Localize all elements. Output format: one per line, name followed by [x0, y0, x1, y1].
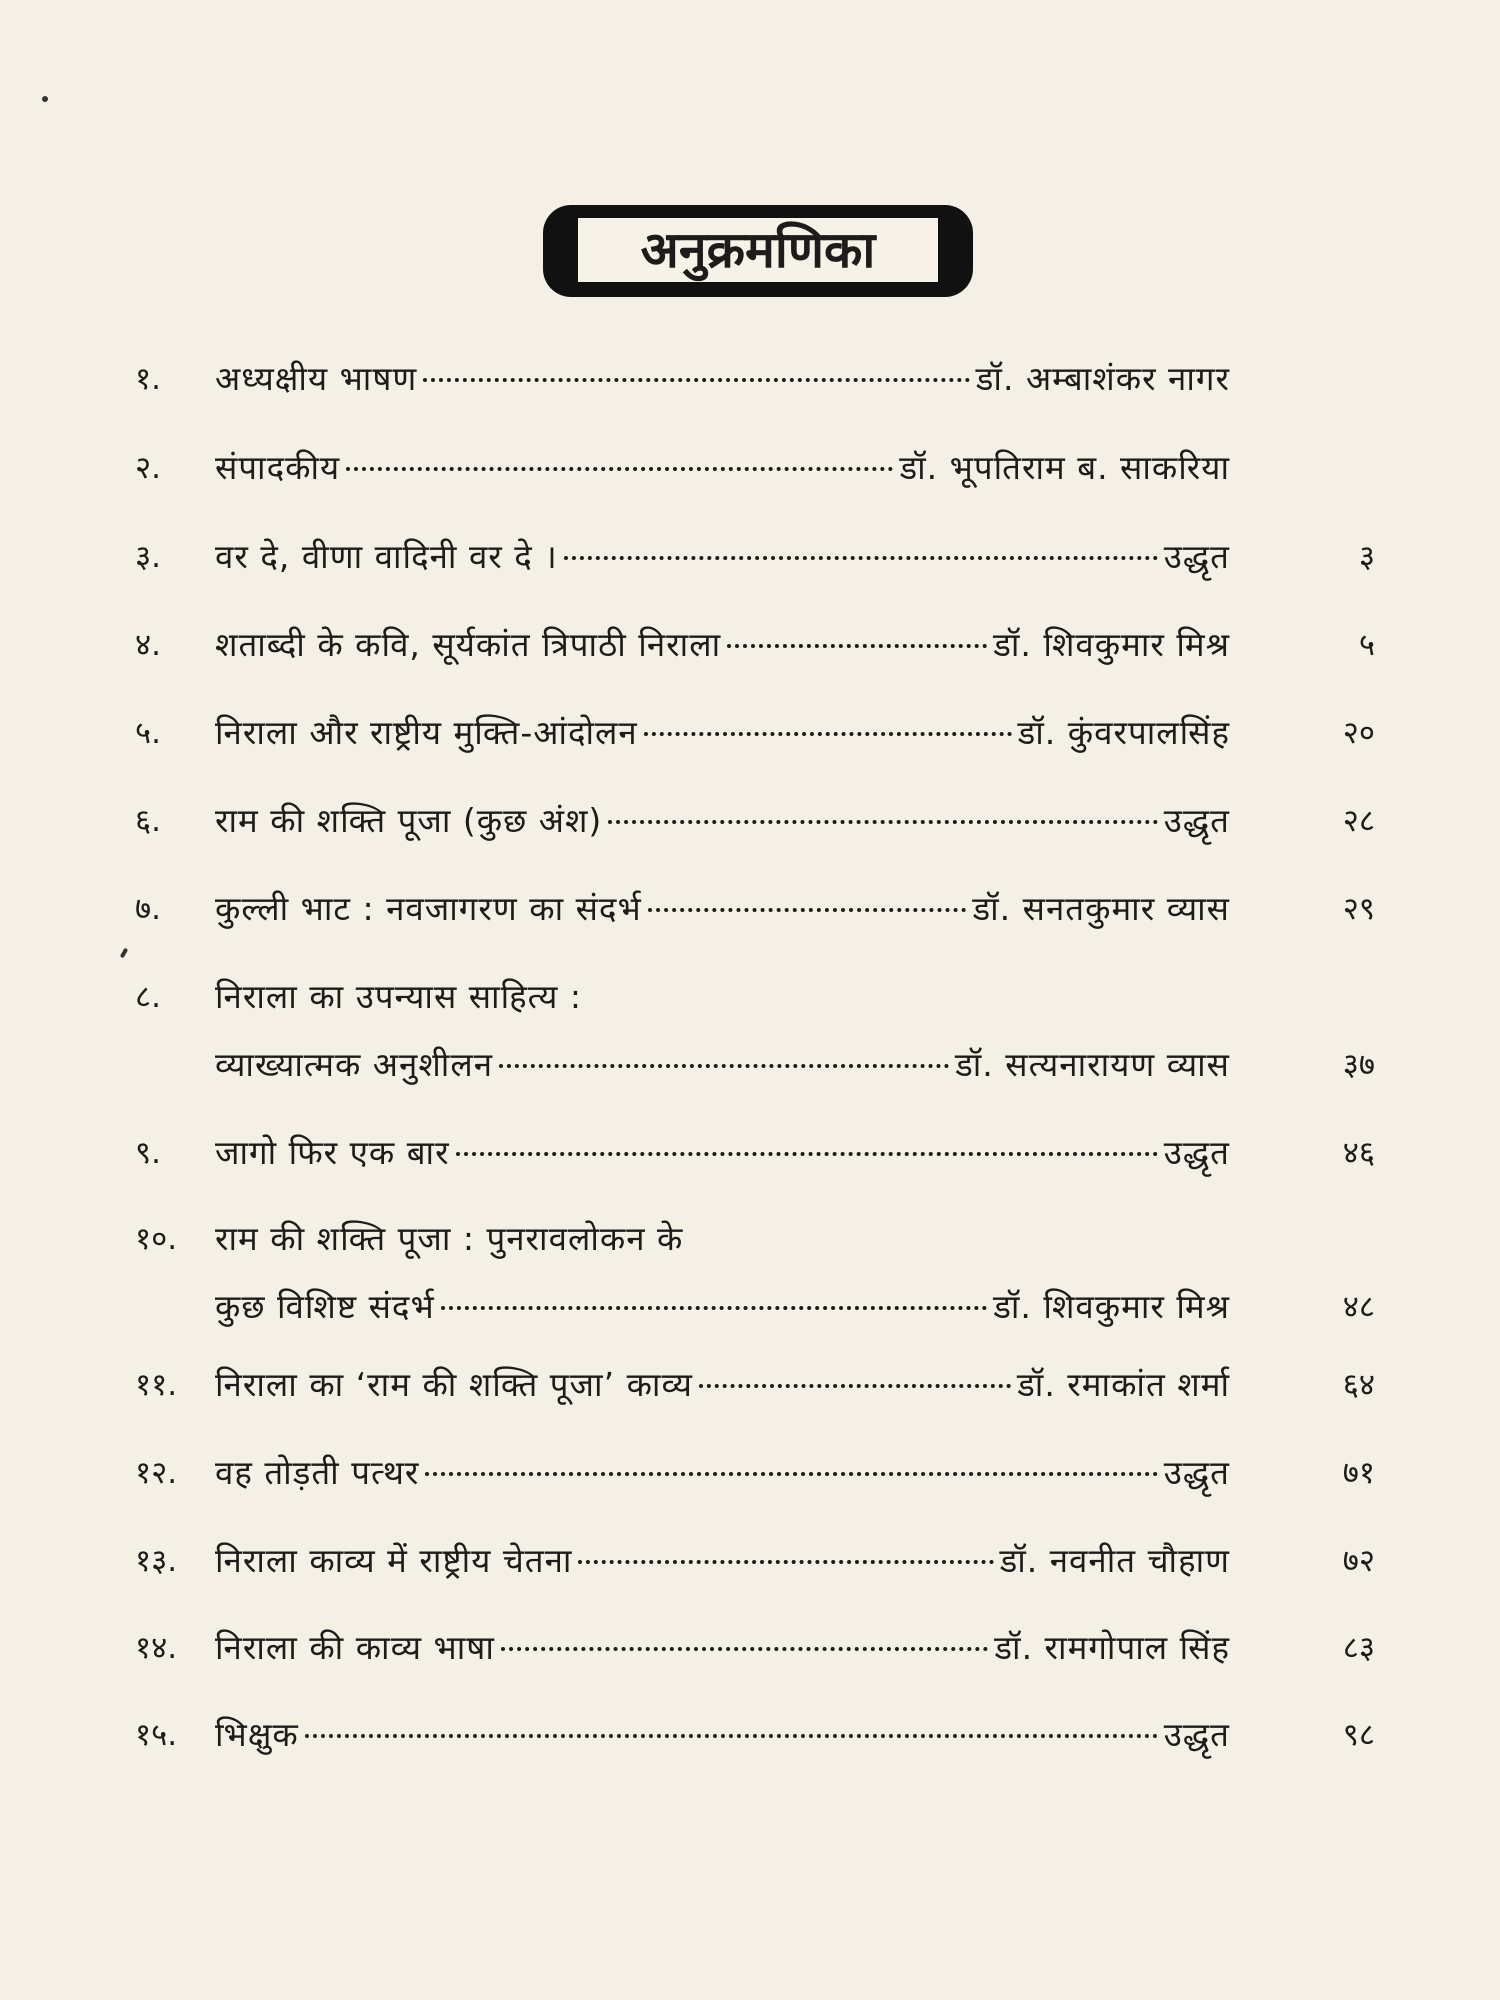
entry-title: शताब्दी के कवि, सूर्यकांत त्रिपाठी निराला: [215, 625, 722, 664]
entry-number: ११.: [135, 1367, 178, 1403]
heading-frame: [543, 205, 973, 297]
toc-entry: [0, 1358, 1500, 1438]
dot-leader: [425, 1472, 1157, 1476]
entry-author: डॉ. कुंवरपालसिंह: [1017, 713, 1230, 752]
entry-number: १४.: [135, 1630, 178, 1666]
toc-entry: [0, 1621, 1500, 1701]
entry-author: उद्धृत: [1163, 537, 1230, 576]
dot-leader: [346, 467, 893, 471]
entry-number: ८.: [135, 979, 161, 1015]
dot-leader: [499, 1064, 949, 1068]
entry-page: २९: [1342, 891, 1375, 927]
entry-title-continued: व्याख्यात्मक अनुशीलन: [215, 1045, 494, 1084]
entry-page: ४८: [1342, 1289, 1375, 1325]
entry-author: डॉ. शिवकुमार मिश्र: [993, 625, 1230, 664]
entry-page: ५: [1358, 627, 1375, 663]
entry-line: [215, 882, 1230, 936]
entry-line: [215, 1126, 1230, 1180]
entry-author: उद्धृत: [1163, 1453, 1230, 1492]
paper-speck: [42, 96, 48, 102]
entry-title: राम की शक्ति पूजा : पुनरावलोकन के: [215, 1219, 684, 1258]
entry-line: [215, 352, 1230, 406]
entry-line: [215, 441, 1230, 495]
entry-number: ४.: [135, 627, 161, 663]
entry-line: [215, 794, 1230, 848]
entry-page: ७२: [1342, 1543, 1375, 1579]
entry-title: भिक्षुक: [215, 1715, 299, 1754]
entry-line: [215, 1358, 1230, 1412]
entry-author: उद्धृत: [1163, 801, 1230, 840]
dot-leader: [441, 1306, 988, 1310]
entry-title: वर दे, वीणा वादिनी वर दे ।: [215, 537, 558, 576]
entry-number: ९.: [135, 1135, 161, 1171]
entry-title: निराला का उपन्यास साहित्य :: [215, 977, 582, 1016]
entry-author: डॉ. अम्बाशंकर नागर: [975, 359, 1230, 398]
entry-number: १३.: [135, 1543, 178, 1579]
entry-author: डॉ. रमाकांत शर्मा: [1017, 1365, 1230, 1404]
entry-page: ३: [1358, 539, 1375, 575]
entry-title: निराला का ‘राम की शक्ति पूजा’ काव्य: [215, 1365, 693, 1404]
toc-entry: [0, 618, 1500, 698]
toc-entry: [0, 1534, 1500, 1614]
entry-line: [215, 1280, 1230, 1334]
entry-number: ५.: [135, 715, 161, 751]
dot-leader: [648, 908, 967, 912]
dot-leader: [644, 732, 1012, 736]
entry-line: [215, 1708, 1230, 1762]
entry-line: [215, 970, 1230, 1024]
dot-leader: [305, 1734, 1158, 1738]
entry-author: डॉ. रामगोपाल सिंह: [994, 1628, 1230, 1667]
dot-leader: [727, 644, 987, 648]
dot-leader: [456, 1152, 1158, 1156]
entry-number: १५.: [135, 1717, 178, 1753]
dot-leader: [699, 1384, 1011, 1388]
entry-title: निराला काव्य में राष्ट्रीय चेतना: [215, 1541, 573, 1580]
toc-entry: [0, 352, 1500, 432]
entry-author: उद्धृत: [1163, 1133, 1230, 1172]
toc-entry: [0, 441, 1500, 521]
toc-entry: [0, 1212, 1500, 1326]
entry-author: डॉ. नवनीत चौहाण: [999, 1541, 1230, 1580]
entry-line: [215, 706, 1230, 760]
toc-entry: [0, 1708, 1500, 1788]
entry-author: उद्धृत: [1163, 1715, 1230, 1754]
dot-leader: [578, 1560, 993, 1564]
toc-entry: [0, 1446, 1500, 1526]
entry-page: ६४: [1342, 1367, 1375, 1403]
entry-page: २०: [1342, 715, 1375, 751]
entry-page: २८: [1342, 803, 1375, 839]
entry-line: [215, 1621, 1230, 1675]
entry-page: ७१: [1342, 1455, 1375, 1491]
entry-number: १२.: [135, 1455, 178, 1491]
entry-title: कुल्ली भाट : नवजागरण का संदर्भ: [215, 889, 642, 928]
entry-author: डॉ. भूपतिराम ब. साकरिया: [899, 448, 1230, 487]
entry-page: ४६: [1342, 1135, 1375, 1171]
entry-author: डॉ. सनतकुमार व्यास: [972, 889, 1230, 928]
entry-page: ८३: [1342, 1630, 1375, 1666]
entry-page: ३७: [1342, 1047, 1375, 1083]
toc-entry: [0, 706, 1500, 786]
entry-number: १.: [135, 361, 161, 397]
entry-number: ७.: [135, 891, 161, 927]
entry-title: अध्यक्षीय भाषण: [215, 359, 418, 398]
dot-leader: [501, 1647, 989, 1651]
entry-line: [215, 1534, 1230, 1588]
entry-line: [215, 1212, 1230, 1266]
entry-title: निराला की काव्य भाषा: [215, 1628, 495, 1667]
entry-author: डॉ. शिवकुमार मिश्र: [993, 1287, 1230, 1326]
entry-title-continued: कुछ विशिष्ट संदर्भ: [215, 1287, 435, 1326]
dot-leader: [423, 378, 970, 382]
entry-title: जागो फिर एक बार: [215, 1133, 450, 1172]
toc-entry: [0, 970, 1500, 1084]
toc-entry: [0, 1126, 1500, 1206]
entry-number: ६.: [135, 803, 161, 839]
entry-number: ३.: [135, 539, 161, 575]
entry-line: [215, 530, 1230, 584]
entry-author: डॉ. सत्यनारायण व्यास: [955, 1045, 1230, 1084]
entry-number: २.: [135, 450, 161, 486]
entry-number: १०.: [135, 1221, 178, 1257]
entry-title: निराला और राष्ट्रीय मुक्ति-आंदोलन: [215, 713, 638, 752]
entry-title: राम की शक्ति पूजा (कुछ अंश): [215, 801, 603, 840]
dot-leader: [608, 820, 1157, 824]
entry-line: [215, 1446, 1230, 1500]
entry-line: [215, 618, 1230, 672]
entry-title: वह तोड़ती पत्थर: [215, 1453, 420, 1492]
toc-entry: [0, 530, 1500, 610]
entry-title: संपादकीय: [215, 448, 341, 487]
entry-page: ९८: [1342, 1717, 1375, 1753]
toc-entry: [0, 882, 1500, 962]
entry-line: [215, 1038, 1230, 1092]
page-title: अनुक्रमणिका: [575, 215, 941, 285]
dot-leader: [564, 556, 1158, 560]
toc-entry: [0, 794, 1500, 874]
